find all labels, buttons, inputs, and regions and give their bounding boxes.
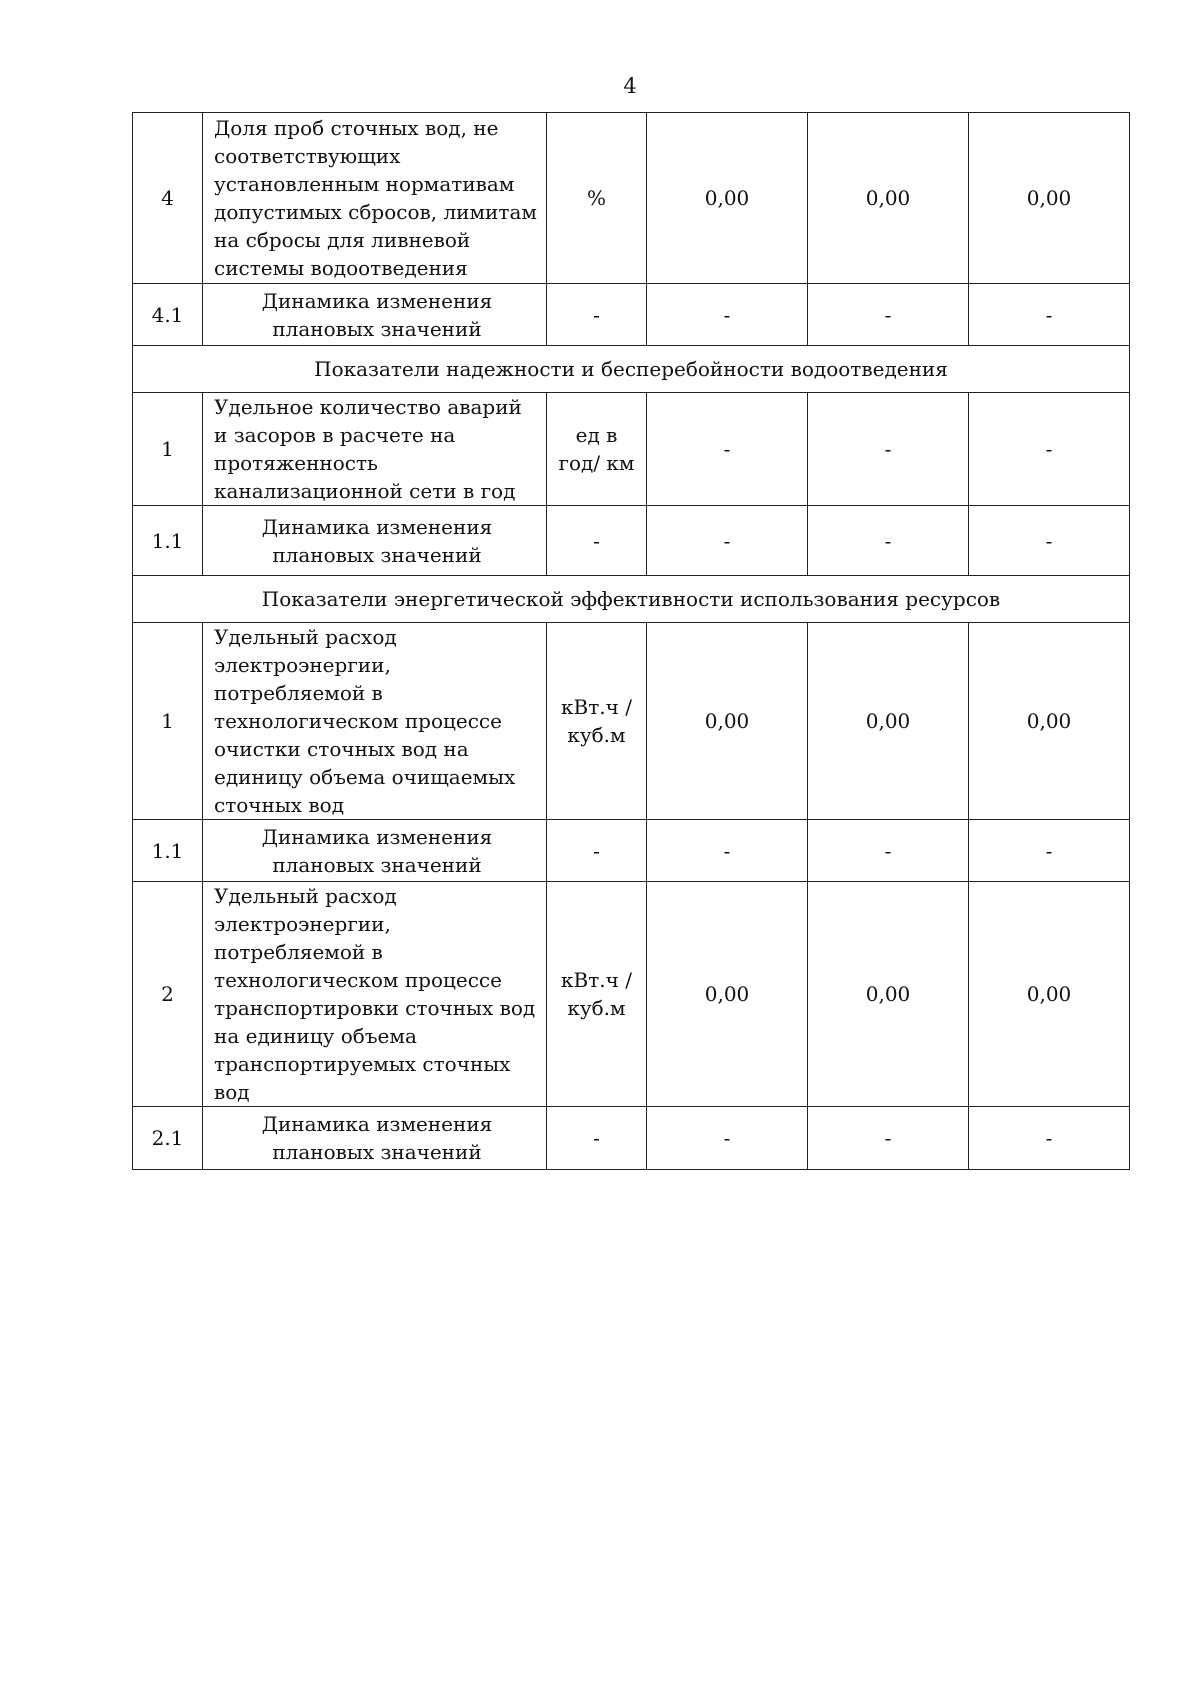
value-cell: - xyxy=(969,1107,1130,1170)
section-header-row xyxy=(133,346,1130,393)
row-number: 1.1 xyxy=(133,506,203,576)
value-cell: - xyxy=(969,820,1130,882)
indicator-description: Динамика изменения плановых значений xyxy=(203,1107,547,1170)
table-row xyxy=(133,284,1130,346)
value-cell: - xyxy=(647,1107,808,1170)
value-cell: 0,00 xyxy=(808,882,969,1107)
row-number: 1.1 xyxy=(133,820,203,882)
table-row xyxy=(133,393,1130,506)
table-row xyxy=(133,506,1130,576)
value-cell: 0,00 xyxy=(808,113,969,284)
value-cell: - xyxy=(647,506,808,576)
value-cell: - xyxy=(808,506,969,576)
unit-cell: кВт.ч / куб.м xyxy=(547,623,647,820)
value-cell: 0,00 xyxy=(647,623,808,820)
table-row xyxy=(133,882,1130,1107)
value-cell: - xyxy=(808,284,969,346)
unit-cell: % xyxy=(547,113,647,284)
table-row xyxy=(133,623,1130,820)
value-cell: - xyxy=(969,284,1130,346)
row-number: 4 xyxy=(133,113,203,284)
indicator-description: Динамика изменения плановых значений xyxy=(203,284,547,346)
unit-cell: - xyxy=(547,1107,647,1170)
value-cell: 0,00 xyxy=(969,623,1130,820)
indicators-table xyxy=(132,112,1130,1170)
value-cell: - xyxy=(808,1107,969,1170)
value-cell: - xyxy=(647,284,808,346)
indicator-description: Динамика изменения плановых значений xyxy=(203,506,547,576)
section-title: Показатели энергетической эффективности использования ресурсов xyxy=(133,576,1130,623)
indicator-description: Удельное количество аварий и засоров в расчете на протяженность канализационной сети в год xyxy=(203,393,547,506)
value-cell: 0,00 xyxy=(647,882,808,1107)
unit-cell: - xyxy=(547,284,647,346)
unit-cell: - xyxy=(547,820,647,882)
table-row xyxy=(133,1107,1130,1170)
row-number: 1 xyxy=(133,623,203,820)
row-number: 2.1 xyxy=(133,1107,203,1170)
unit-cell: - xyxy=(547,506,647,576)
value-cell: - xyxy=(808,820,969,882)
section-title: Показатели надежности и бесперебойности водоотведения xyxy=(133,346,1130,393)
indicator-description: Удельный расход электроэнергии, потребляемой в технологическом процессе транспортировки сточных вод на единицу объема транспортируемых сточных вод xyxy=(203,882,547,1107)
value-cell: 0,00 xyxy=(969,882,1130,1107)
row-number: 4.1 xyxy=(133,284,203,346)
row-number: 1 xyxy=(133,393,203,506)
section-header-row xyxy=(133,576,1130,623)
row-number: 2 xyxy=(133,882,203,1107)
value-cell: - xyxy=(647,820,808,882)
indicator-description: Удельный расход электроэнергии, потребляемой в технологическом процессе очистки сточных вод на единицу объема очищаемых сточных вод xyxy=(203,623,547,820)
table-row xyxy=(133,113,1130,284)
unit-cell: ед в год/ км xyxy=(547,393,647,506)
value-cell: 0,00 xyxy=(647,113,808,284)
unit-cell: кВт.ч / куб.м xyxy=(547,882,647,1107)
indicator-description: Доля проб сточных вод, не соответствующих установленным нормативам допустимых сбросов, лимитам на сбросы для ливневой системы водоотведения xyxy=(203,113,547,284)
indicator-description: Динамика изменения плановых значений xyxy=(203,820,547,882)
value-cell: 0,00 xyxy=(969,113,1130,284)
page-number: 4 xyxy=(623,74,637,98)
value-cell: 0,00 xyxy=(808,623,969,820)
value-cell: - xyxy=(969,393,1130,506)
value-cell: - xyxy=(647,393,808,506)
value-cell: - xyxy=(808,393,969,506)
table-row xyxy=(133,820,1130,882)
value-cell: - xyxy=(969,506,1130,576)
